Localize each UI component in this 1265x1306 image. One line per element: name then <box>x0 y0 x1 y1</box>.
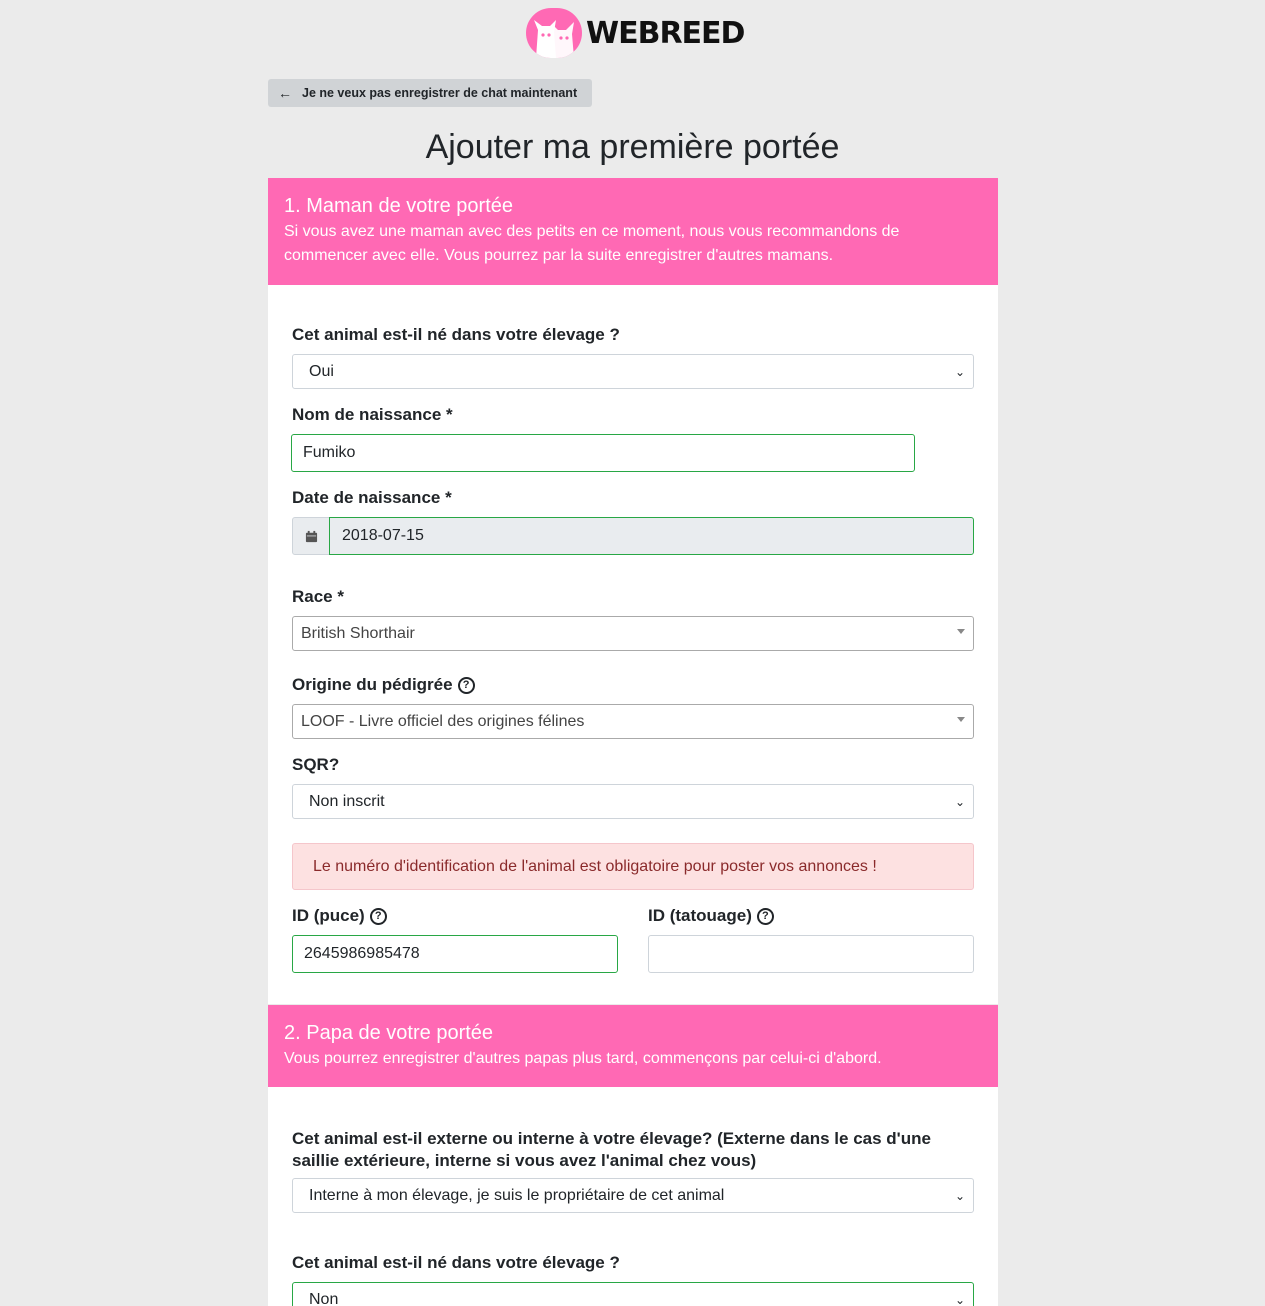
father-card-title: 2. Papa de votre portée <box>284 1022 494 1044</box>
mother-birthdate-input[interactable] <box>329 517 974 555</box>
cats-logo-icon <box>526 8 582 58</box>
mother-name-input[interactable] <box>291 434 915 472</box>
mother-sqr-value: Non inscrit <box>309 792 385 810</box>
mother-pedigree-value: LOOF - Livre officiel des origines félines <box>301 712 585 730</box>
father-external-label-line2: saillie extérieure, interne si vous avez l'animal chez vous) <box>292 1151 757 1170</box>
logo[interactable] <box>526 8 744 58</box>
mother-card-header <box>268 178 998 285</box>
father-external-select[interactable] <box>292 1178 974 1213</box>
brand-name: WEBREED <box>586 15 745 51</box>
mother-pedigree-label: Origine du pédigrée <box>292 675 453 694</box>
mother-card-description: Si vous avez une maman avec des petits en ce moment, nous vous recommandons de commencer avec elle. Vous pourrez par la suite enregistrer d'autres mamans. <box>284 223 900 264</box>
mother-chip-value: 2645986985478 <box>304 945 420 962</box>
skip-registration-label: Je ne veux pas enregistrer de chat maintenant <box>302 86 578 100</box>
mother-name-label: Nom de naissance * <box>292 405 453 424</box>
question-circle-icon[interactable]: ? <box>757 908 774 925</box>
mother-birthdate-label: Date de naissance * <box>292 488 452 507</box>
mother-name-value: Fumiko <box>303 444 356 461</box>
father-born-select[interactable] <box>292 1282 974 1306</box>
mother-birthdate-value: 2018-07-15 <box>342 527 424 544</box>
mother-pedigree-label-row <box>292 675 475 695</box>
chevron-down-icon: ⌄ <box>954 1292 965 1306</box>
id-required-alert-text: Le numéro d'identification de l'animal est obligatoire pour poster vos annonces ! <box>313 857 877 875</box>
mother-tattoo-label-row <box>648 906 774 926</box>
father-card-description: Vous pourrez enregistrer d'autres papas plus tard, commençons par celui-ci d'abord. <box>284 1050 882 1067</box>
id-required-alert <box>292 843 974 890</box>
mother-tattoo-input[interactable] <box>648 935 974 973</box>
mother-sqr-select[interactable] <box>292 784 974 819</box>
page-title: Ajouter ma première portée <box>425 128 840 166</box>
father-card-header <box>268 1005 998 1087</box>
caret-down-icon <box>957 717 965 722</box>
father-external-value: Interne à mon élevage, je suis le propriétaire de cet animal <box>309 1186 725 1204</box>
mother-card-title: 1. Maman de votre portée <box>284 195 514 217</box>
question-circle-icon[interactable]: ? <box>370 908 387 925</box>
mother-sqr-label: SQR? <box>292 755 340 774</box>
father-external-label <box>292 1128 931 1172</box>
mother-born-value: Oui <box>309 362 334 380</box>
mother-born-label: Cet animal est-il né dans votre élevage ? <box>292 325 620 344</box>
calendar-icon <box>305 530 318 543</box>
caret-down-icon <box>957 629 965 634</box>
father-born-value: Non <box>309 1290 339 1306</box>
question-circle-icon[interactable]: ? <box>458 677 475 694</box>
chevron-down-icon: ⌄ <box>954 364 965 379</box>
mother-breed-label: Race * <box>292 587 344 606</box>
chevron-down-icon: ⌄ <box>954 1188 965 1203</box>
mother-breed-value: British Shorthair <box>301 624 415 642</box>
mother-breed-select[interactable] <box>292 616 974 651</box>
chevron-down-icon: ⌄ <box>954 794 965 809</box>
mother-chip-input[interactable] <box>292 935 618 973</box>
arrow-left-icon: ← <box>278 85 292 101</box>
father-born-label: Cet animal est-il né dans votre élevage ? <box>292 1253 620 1272</box>
mother-chip-label-row <box>292 906 387 926</box>
father-external-label-line1: Cet animal est-il externe ou interne à votre élevage? (Externe dans le cas d'une <box>292 1129 931 1148</box>
mother-pedigree-select[interactable] <box>292 704 974 739</box>
mother-chip-label: ID (puce) <box>292 906 365 925</box>
mother-tattoo-label: ID (tatouage) <box>648 906 752 925</box>
mother-born-select[interactable] <box>292 354 974 389</box>
skip-registration-button[interactable] <box>268 79 592 107</box>
calendar-button[interactable] <box>292 517 330 555</box>
